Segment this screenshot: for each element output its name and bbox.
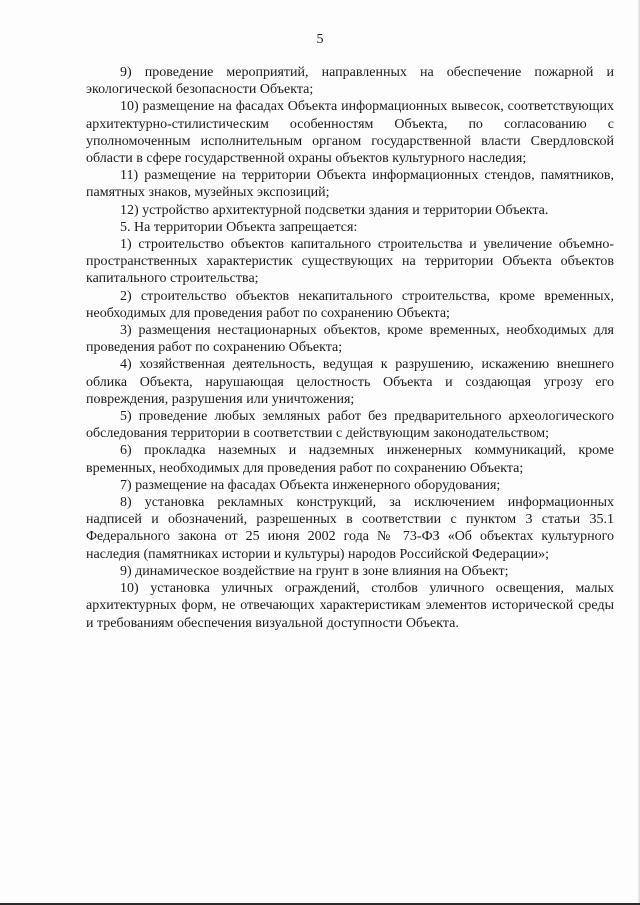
paragraph-item-11-stands: 11) размещение на территории Объекта информационных стендов, памятников, памятных знаков, музейных экспозиций;: [86, 168, 614, 201]
section-5-heading: 5. На территории Объекта запрещается:: [120, 219, 358, 235]
prohibition-item-5: 5) проведение любых земляных работ без предварительного археологического обследования территории в соответствии с действующим законодательством;: [86, 409, 614, 442]
document-body: [86, 64, 614, 632]
prohibition-item-2: 2) строительство объектов некапитального строительства, кроме временных, необходимых для проведения работ по сохранению Объекта;: [86, 288, 614, 321]
prohibition-item-1: 1) строительство объектов капитального строительства и увеличение объемно-пространственных характеристик существующих на территории Объекта объектов капитального строительства;: [86, 237, 614, 287]
prohibition-item-7: 7) размещение на фасадах Объекта инженерного оборудования;: [120, 477, 501, 493]
prohibition-item-10: 10) установка уличных ограждений, столбов уличного освещения, малых архитектурных форм, не отвечающих характеристикам элементов исторической среды и требованиям обеспечения визуальной доступности Объекта.: [86, 581, 614, 631]
prohibition-item-8: 8) установка рекламных конструкций, за исключением информационных надписей и обозначений, разрешенных в соответствии с пунктом 3 статьи 35.1 Федерального закона от 25 июня 2002 года № 73-ФЗ «Об объектах культурного наследия (памятниках истории и культуры) народов Российской Федерации»;: [86, 495, 614, 562]
prohibition-item-9: 9) динамическое воздействие на грунт в зоне влияния на Объект;: [120, 563, 509, 579]
paragraph-item-10-signage: 10) размещение на фасадах Объекта информационных вывесок, соответствующих архитектурно-стилистическим особенностям Объекта, по согласованию с уполномоченным исполнительным органом государственной власти Свердловской области в сфере государственной охраны объектов культурного наследия;: [86, 99, 614, 167]
prohibition-item-6: 6) прокладка наземных и надземных инженерных коммуникаций, кроме временных, необходимых для проведения работ по сохранению Объекта;: [86, 443, 614, 476]
paragraph-item-12-lighting: 12) устройство архитектурной подсветки здания и территории Объекта.: [120, 202, 549, 218]
prohibition-item-4: 4) хозяйственная деятельность, ведущая к разрушению, искажению внешнего облика Объекта, нарушающая целостность Объекта и создающая угрозу его повреждения, разрушения или уничтожения;: [86, 357, 614, 407]
paragraph-item-9-fire-safety: 9) проведение мероприятий, направленных на обеспечение пожарной и экологической безопасности Объекта;: [86, 65, 614, 98]
prohibition-item-3: 3) размещения нестационарных объектов, кроме временных, необходимых для проведения работ по сохранению Объекта;: [86, 323, 614, 356]
page-number: 5: [316, 32, 324, 47]
